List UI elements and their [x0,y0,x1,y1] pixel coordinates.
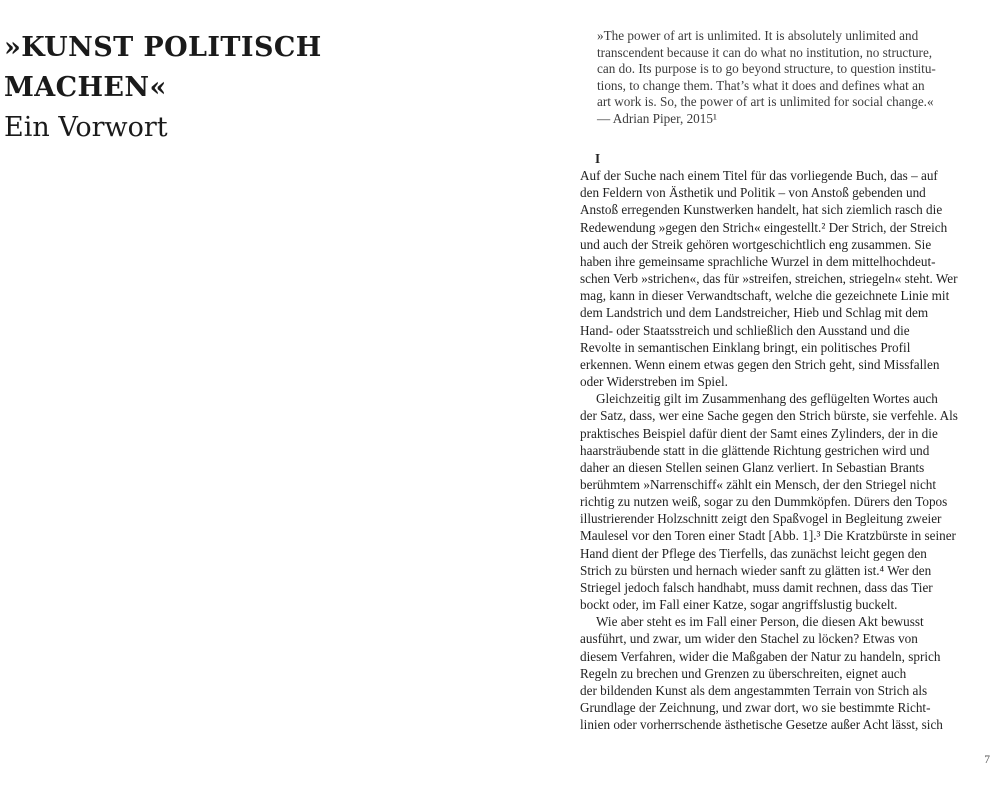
epigraph-line: — Adrian Piper, 2015¹ [597,110,717,126]
body-line: berühmtem »Narrenschiff« zählt ein Mensch, der den Striegel nicht [580,476,937,492]
body-line: oder Widerstreben im Spiel. [580,374,728,390]
body-line: Hand- oder Staatsstreich und schließlich den Ausstand und die [580,322,910,338]
body-line: bockt oder, im Fall einer Katze, sogar angriffslustig buckelt. [580,597,898,613]
body-line: Hand dient der Pflege des Tierfells, das zunächst leicht gegen den [580,545,927,561]
body-line: diesem Verfahren, wider die Maßgaben der Natur zu handeln, sprich [580,648,941,664]
body-line: ausführt, und zwar, um wider den Stachel zu löcken? Etwas von [580,631,918,647]
body-line: mag, kann in dieser Verwandtschaft, welche die gezeichnete Linie mit [580,288,950,304]
page-number: 7 [984,754,990,766]
body-line: Redewendung »gegen den Strich« eingestellt.² Der Strich, der Streich [580,219,948,235]
epigraph-line: »The power of art is unlimited. It is absolutely unlimited and [597,28,919,43]
body-line: Auf der Suche nach einem Titel für das vorliegende Buch, das – auf [580,168,938,184]
body-line: den Feldern von Ästhetik und Politik – von Anstoß gebenden und [580,185,926,201]
body-line: und auch der Streik gehören wortgeschichtlich eng zusammen. Sie [580,236,932,252]
body-line: Revolte in semantischen Einklang bringt, ein politisches Profil [580,339,911,355]
body-line: daher an diesen Stellen seinen Glanz verliert. In Sebastian Brants [580,459,925,475]
body-text [580,150,998,733]
body-line: haarsträubende statt in die glättende Richtung gestrichen wird und [580,442,930,458]
body-line: Wie aber steht es im Fall einer Person, die diesen Akt bewusst [596,614,924,630]
body-line: Regeln zu brechen und Grenzen zu überschreiten, eignet auch [580,665,907,681]
chapter-title [4,28,404,148]
title-line-1: »KUNST POLITISCH [4,32,322,63]
body-line: dem Landstrich und dem Landstreicher, Hieb und Schlag mit dem [580,305,929,321]
body-line: schen Verb »strichen«, das für »streifen, streichen, striegeln« steht. Wer [580,271,958,287]
epigraph-line: transcendent because it can do what no institution, no structure, [597,44,933,60]
title-line-2: MACHEN« [4,72,167,103]
section-number: I [595,151,601,166]
body-line: der Satz, dass, wer eine Sache gegen den Strich bürste, sie verfehle. Als [580,408,958,424]
body-line: illustrierender Holzschnitt zeigt den Spaßvogel in Begleitung zweier [580,511,942,527]
chapter-subtitle: Ein Vorwort [4,112,168,143]
body-line: haben ihre gemeinsame sprachliche Wurzel in dem mittelhochdeut- [580,253,936,269]
epigraph-line: can do. Its purpose is to go beyond structure, to question institu- [597,61,936,77]
body-line: Maulesel vor den Toren einer Stadt [Abb. 1].³ Die Kratzbürste in seiner [580,528,956,544]
body-line: der bildenden Kunst als dem angestammten Terrain von Strich als [580,682,928,698]
body-line: Anstoß erregenden Kunstwerken handelt, hat sich ziemlich rasch die [580,202,943,218]
body-line: Strich zu bürsten und hernach wieder sanft zu glätten ist.⁴ Wer den [580,562,932,578]
epigraph-quote [597,28,992,128]
epigraph-line: art work is. So, the power of art is unlimited for social change.« [597,94,934,110]
body-line: praktisches Beispiel dafür dient der Samt eines Zylinders, der in die [580,425,938,441]
body-line: linien oder vorherrschende ästhetische Gesetze außer Acht lässt, sich [580,717,943,733]
body-line: Striegel jedoch falsch handhabt, muss damit rechnen, dass das Tier [580,579,933,595]
body-line: Grundlage der Zeichnung, und zwar dort, wo sie bestimmte Richt- [580,700,931,715]
body-line: Gleichzeitig gilt im Zusammenhang des geflügelten Wortes auch [596,391,938,407]
body-line: erkennen. Wenn einem etwas gegen den Strich geht, sind Missfallen [580,356,940,372]
body-line: richtig zu nutzen weiß, sogar zu den Dummköpfen. Dürers den Topos [580,494,948,510]
epigraph-line: tions, to change them. That’s what it does and defines what an [597,77,925,93]
